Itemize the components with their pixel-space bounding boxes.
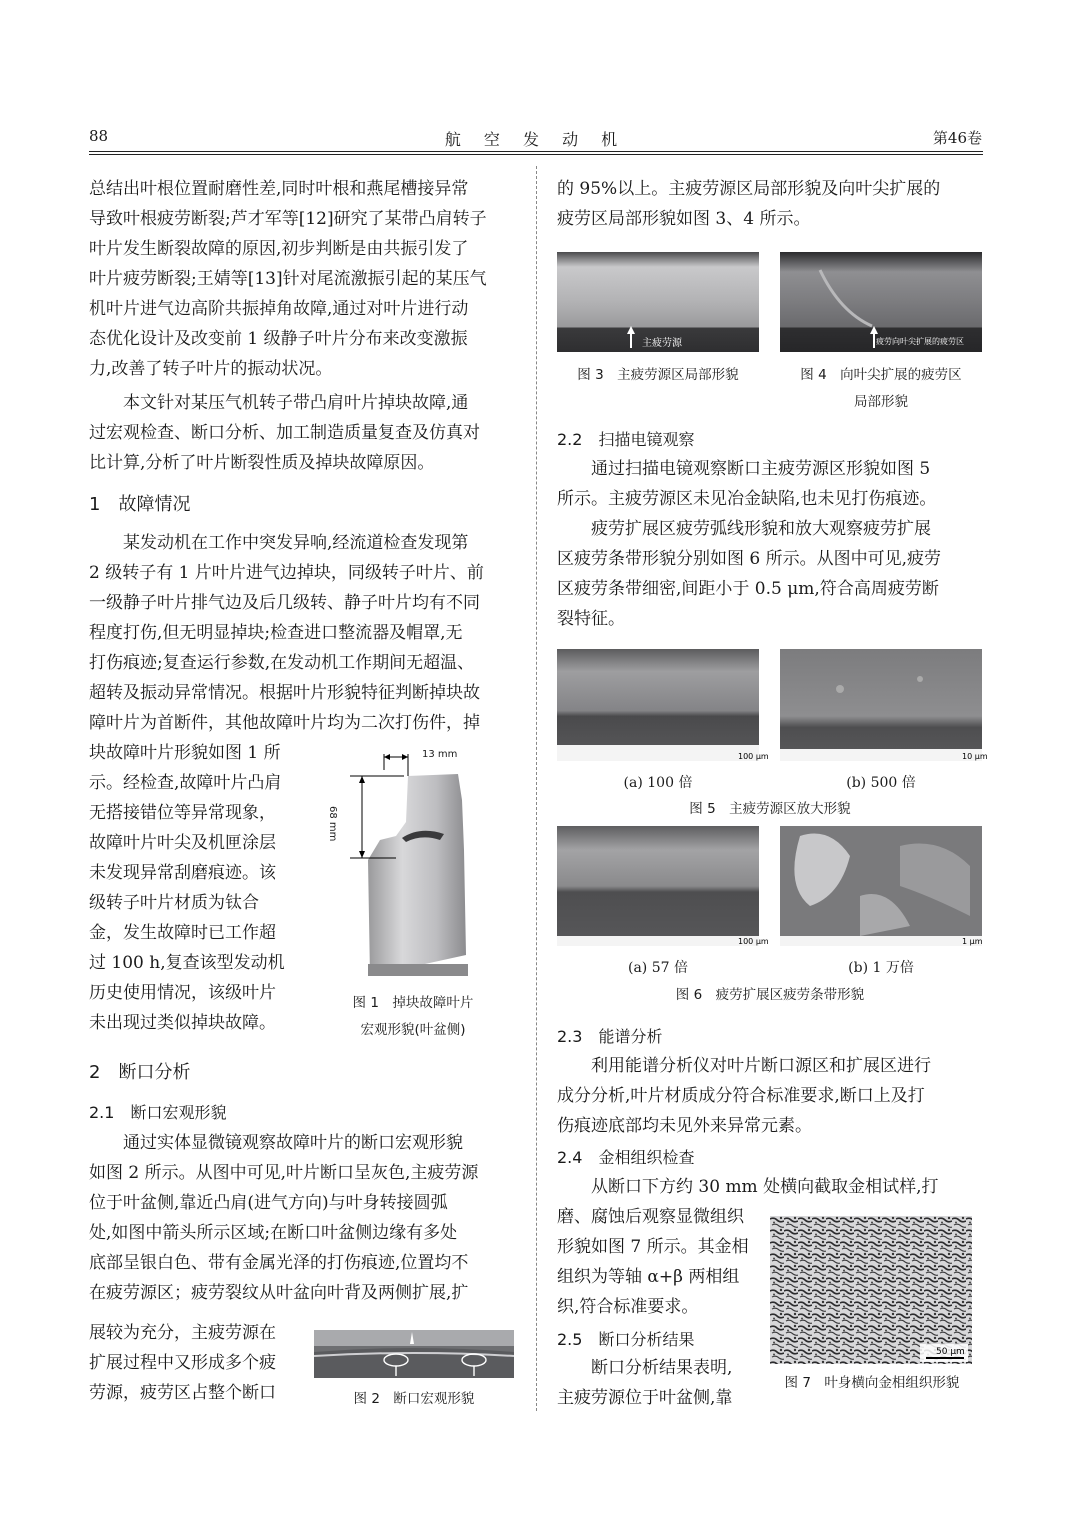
text-line: 组织为等轴 α+β 两相组 — [557, 1267, 740, 1287]
paragraph-8 — [557, 1051, 983, 1141]
text-line: 利用能谱分析仪对叶片断口源区和扩展区进行 — [591, 1056, 931, 1076]
section-heading-2-4: 2.4 金相组织检查 — [557, 1148, 695, 1167]
paragraph-9 — [557, 1172, 983, 1202]
section-heading-2-5: 2.5 断口分析结果 — [557, 1330, 695, 1349]
text-line: 区疲劳条带细密,间距小于 0.5 μm,符合高周疲劳断 — [557, 579, 939, 599]
text-line: 所示。主疲劳源区未见冶金缺陷,也未见打伤痕迹。 — [557, 489, 937, 509]
text-line: 从断口下方约 30 mm 处横向截取金相试样,打 — [591, 1177, 939, 1197]
text-line: 历史使用情况，该级叶片 — [89, 983, 276, 1003]
text-line: 未发现异常刮磨痕迹。该 — [89, 863, 276, 883]
text-line: 叶片发生断裂故障的原因,初步判断是由共振引发了 — [89, 239, 469, 259]
text-line: 处,如图中箭头所示区域;在断口叶盆侧边缘有多处 — [89, 1223, 458, 1243]
text-line: 块故障叶片形貌如图 1 所 — [89, 743, 281, 763]
caption-line: 宏观形貌(叶盆侧) — [360, 1022, 466, 1038]
fig6b-label: (b) 1 万倍 — [848, 960, 914, 976]
journal-title: 航 空 发 动 机 — [444, 130, 627, 149]
text-line: 总结出叶根位置耐磨性差,同时叶根和燕尾槽接异常 — [89, 179, 469, 199]
text-line: 展较为充分，主疲劳源在 — [89, 1323, 276, 1343]
text-line: 位于叶盆侧,靠近凸肩(进气方向)与叶身转接圆弧 — [89, 1193, 448, 1213]
figure-5-caption: 图 5 主疲劳源区放大形貌 — [689, 801, 851, 817]
text-line: 态优化设计及改变前 1 级静子叶片分布来改变激振 — [89, 329, 468, 349]
figure-5b-image — [780, 649, 982, 761]
text-line: 叶片疲劳断裂;王婧等[13]针对尾流激振引起的某压气 — [89, 269, 487, 289]
text-line: 障叶片为首断件，其他故障叶片均为二次打伤件，掉 — [89, 713, 480, 733]
paragraph-2 — [89, 388, 517, 478]
figure-5a-image — [557, 649, 759, 761]
text-line: 一级静子叶片排气边及后几级转、静子叶片均有不同 — [89, 593, 480, 613]
text-line: 力,改善了转子叶片的振动状况。 — [89, 359, 333, 379]
fig1-width-dimension: 13 mm — [422, 749, 458, 760]
text-line: 裂特征。 — [557, 609, 625, 629]
fig3-source-label: 主疲劳源 — [642, 338, 682, 349]
text-line: 在疲劳源区；疲劳裂纹从叶盆向叶背及两侧扩展,扩 — [89, 1283, 469, 1303]
section-heading-2: 2 断口分析 — [89, 1062, 191, 1083]
paragraph-3-narrow — [89, 738, 303, 1038]
fig6a-label: (a) 57 倍 — [628, 960, 688, 976]
text-line: 2 级转子有 1 片叶片进气边掉块，同级转子叶片、前 — [89, 563, 484, 583]
text-line: 成分分析,叶片材质成分符合标准要求,断口上及打 — [557, 1086, 925, 1106]
text-line: 超转及振动异常情况。根据叶片形貌特征判断掉块故 — [89, 683, 480, 703]
figure-7-caption: 图 7 叶身横向金相组织形貌 — [784, 1375, 960, 1391]
text-line: 程度打伤,但无明显掉块;检查进口整流器及帽罩,无 — [89, 623, 463, 643]
text-line: 形貌如图 7 所示。其金相 — [557, 1237, 749, 1257]
figure-2-caption: 图 2 断口宏观形貌 — [353, 1391, 475, 1407]
paragraph-3 — [89, 528, 517, 738]
text-line: 织,符合标准要求。 — [557, 1297, 699, 1317]
fig5a-label: (a) 100 倍 — [623, 775, 693, 791]
section-heading-2-1: 2.1 断口宏观形貌 — [89, 1103, 227, 1122]
paragraph-10 — [557, 1353, 763, 1413]
figure-6b-image — [780, 826, 982, 946]
text-line: 某发动机在工作中突发异响,经流道检查发现第 — [123, 533, 469, 553]
column-divider — [536, 166, 537, 1411]
text-line: 扩展过程中又形成多个疲 — [89, 1353, 276, 1373]
section-heading-2-3: 2.3 能谱分析 — [557, 1027, 663, 1046]
text-line: 示。经检查,故障叶片凸肩 — [89, 773, 282, 793]
caption-line: 图 4 向叶尖扩展的疲劳区 — [800, 367, 962, 383]
paragraph-9-narrow — [557, 1202, 763, 1322]
text-line: 无搭接错位等异常现象， — [89, 803, 276, 823]
fig4-region-label: 疲劳向叶尖扩展的疲劳区 — [876, 337, 964, 346]
paragraph-4-narrow — [89, 1318, 303, 1408]
section-heading-2-2: 2.2 扫描电镜观察 — [557, 430, 695, 449]
text-line: 疲劳扩展区疲劳弧线形貌和放大观察疲劳扩展 — [591, 519, 931, 539]
text-line: 导致叶根疲劳断裂;芦才军等[12]研究了某带凸肩转子 — [89, 209, 487, 229]
figure-6a-image — [557, 826, 759, 946]
text-line: 故障叶片叶尖及机匣涂层 — [89, 833, 276, 853]
text-line: 过宏观检查、断口分析、加工制造质量复查及仿真对 — [89, 423, 480, 443]
text-line: 通过扫描电镜观察断口主疲劳源区形貌如图 5 — [591, 459, 931, 479]
text-line: 疲劳区局部形貌如图 3、4 所示。 — [557, 209, 811, 229]
volume-label: 第46卷 — [932, 129, 982, 147]
text-line: 打伤痕迹;复查运行参数,在发动机工作期间无超温、 — [89, 653, 475, 673]
text-line: 断口分析结果表明, — [591, 1358, 733, 1378]
text-line: 磨、腐蚀后观察显微组织 — [557, 1207, 744, 1227]
figure-2-fracture-image — [314, 1330, 514, 1378]
fig7-scale-bar: 50 μm — [936, 1347, 965, 1357]
fig5b-scale-bar: 10 μm — [962, 752, 988, 761]
paragraph-4 — [89, 1128, 517, 1308]
figure-3-caption: 图 3 主疲劳源区局部形貌 — [577, 367, 739, 383]
figure-1-caption — [318, 992, 508, 1041]
figure-7-micrograph — [770, 1216, 972, 1364]
header-rule-2 — [89, 154, 983, 155]
text-line: 的 95%以上。主疲劳源区局部形貌及向叶尖扩展的 — [557, 179, 941, 199]
fig5b-label: (b) 500 倍 — [846, 775, 916, 791]
text-line: 劳源，疲劳区占整个断口 — [89, 1383, 276, 1403]
fig5a-scale-bar: 100 μm — [738, 752, 769, 761]
figure-4-caption — [780, 364, 982, 413]
text-line: 如图 2 所示。从图中可见,叶片断口呈灰色,主疲劳源 — [89, 1163, 479, 1183]
figure-6-caption: 图 6 疲劳扩展区疲劳条带形貌 — [675, 987, 865, 1003]
text-line: 本文针对某压气机转子带凸肩叶片掉块故障,通 — [123, 393, 469, 413]
text-line: 主疲劳源位于叶盆侧,靠 — [557, 1388, 733, 1408]
text-line: 通过实体显微镜观察故障叶片的断口宏观形貌 — [123, 1133, 463, 1153]
paragraph-5 — [557, 174, 983, 234]
text-line: 伤痕迹底部均未见外来异常元素。 — [557, 1116, 812, 1136]
caption-line: 局部形貌 — [854, 394, 908, 410]
text-line: 过 100 h,复查该型发动机 — [89, 953, 285, 973]
page-number: 88 — [89, 127, 109, 145]
fig6a-scale-bar: 100 μm — [738, 937, 769, 946]
text-line: 金，发生故障时已工作超 — [89, 923, 276, 943]
text-line: 级转子叶片材质为钛合 — [89, 893, 259, 913]
paragraph-7 — [557, 514, 983, 634]
text-line: 底部呈银白色、带有金属光泽的打伤痕迹,位置均不 — [89, 1253, 469, 1273]
header-rule — [89, 151, 983, 152]
text-line: 机叶片进气边高阶共振掉角故障,通过对叶片进行动 — [89, 299, 469, 319]
text-line: 比计算,分析了叶片断裂性质及掉块故障原因。 — [89, 453, 435, 473]
fig6b-scale-bar: 1 μm — [962, 937, 983, 946]
caption-line: 图 1 掉块故障叶片 — [352, 995, 474, 1011]
text-line: 区疲劳条带形貌分别如图 6 所示。从图中可见,疲劳 — [557, 549, 942, 569]
section-heading-1: 1 故障情况 — [89, 494, 191, 515]
paragraph-6 — [557, 454, 983, 514]
text-line: 未出现过类似掉块故障。 — [89, 1013, 276, 1033]
figure-1-blade-image — [340, 740, 480, 985]
fig1-height-dimension: 68 mm — [327, 806, 338, 842]
paragraph-1 — [89, 174, 517, 384]
